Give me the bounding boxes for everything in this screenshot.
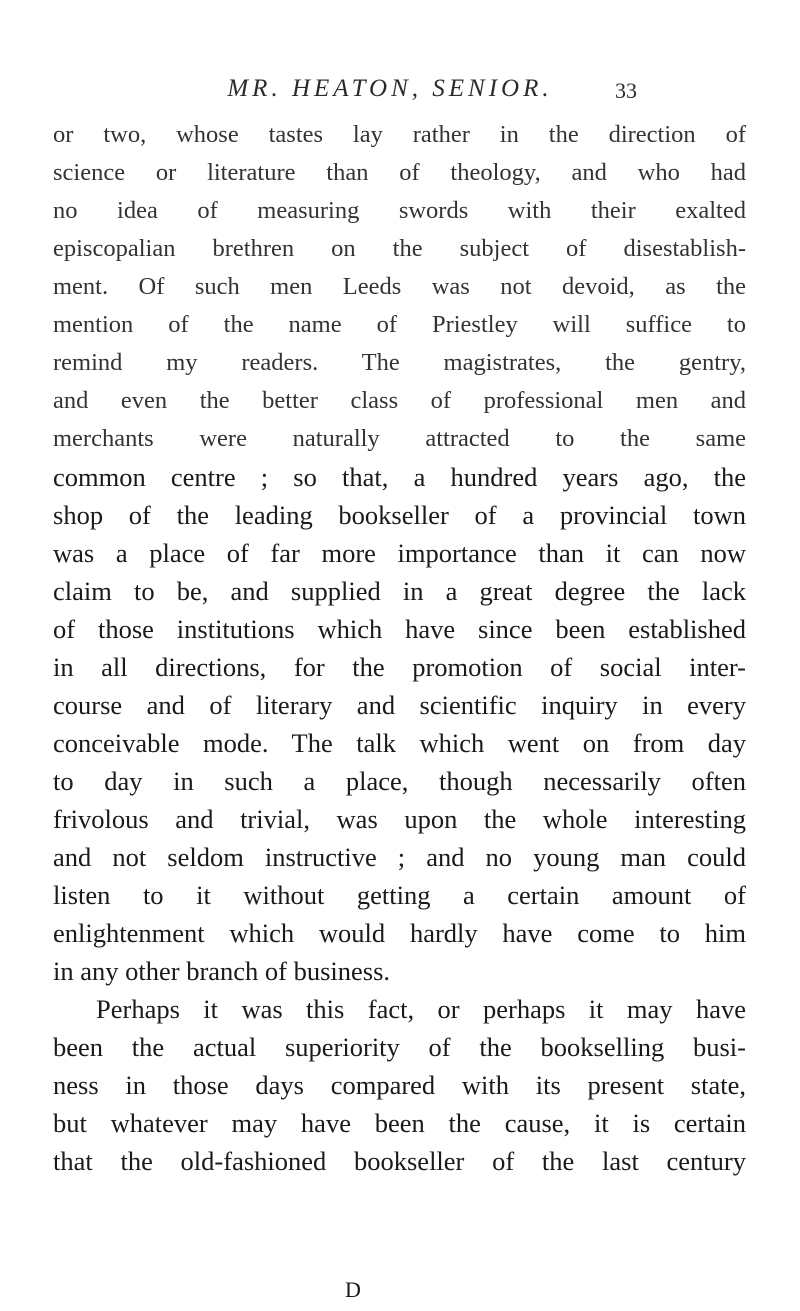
text-line: shop of the leading bookseller of a provincial town [53, 500, 746, 530]
body-text [53, 116, 746, 1180]
running-head: MR. HEATON, SENIOR. [227, 75, 553, 102]
text-line: in any other branch of business. [53, 956, 391, 986]
text-line: been the actual superiority of the bookselling busi- [53, 1032, 746, 1062]
text-line: listen to it without getting a certain amount of [53, 880, 746, 910]
text-line: ness in those days compared with its present state, [53, 1070, 746, 1100]
signature-mark: D [345, 1277, 361, 1302]
text-line: enlightenment which would hardly have come to him [53, 918, 746, 948]
text-line: claim to be, and supplied in a great degree the lack [53, 576, 746, 606]
text-line: but whatever may have been the cause, it is certain [53, 1108, 746, 1138]
text-line: to day in such a place, though necessarily often [53, 766, 746, 796]
text-line: of those institutions which have since been established [53, 614, 746, 644]
text-line: science or literature than of theology, and who had [53, 159, 746, 186]
text-line: no idea of measuring swords with their exalted [53, 197, 746, 224]
text-line: conceivable mode. The talk which went on from day [53, 728, 746, 758]
text-line: common centre ; so that, a hundred years ago, the [53, 462, 746, 492]
text-line: or two, whose tastes lay rather in the direction of [53, 121, 746, 148]
text-line: merchants were naturally attracted to the same [53, 425, 746, 452]
text-line: and not seldom instructive ; and no young man could [53, 842, 746, 872]
text-line: and even the better class of professional men and [53, 387, 746, 414]
text-line: in all directions, for the promotion of social inter- [53, 652, 746, 682]
text-line: ment. Of such men Leeds was not devoid, as the [53, 273, 746, 300]
text-line: mention of the name of Priestley will suffice to [53, 311, 746, 338]
text-line: course and of literary and scientific inquiry in every [53, 690, 746, 720]
text-line: frivolous and trivial, was upon the whole interesting [53, 804, 746, 834]
text-line: was a place of far more importance than it can now [53, 538, 746, 568]
text-line: that the old-fashioned bookseller of the last century [53, 1146, 746, 1176]
text-line: episcopalian brethren on the subject of disestablish- [53, 235, 746, 262]
text-line: remind my readers. The magistrates, the gentry, [53, 349, 746, 376]
text-line: Perhaps it was this fact, or perhaps it may have [96, 994, 746, 1024]
page-number: 33 [615, 78, 637, 103]
